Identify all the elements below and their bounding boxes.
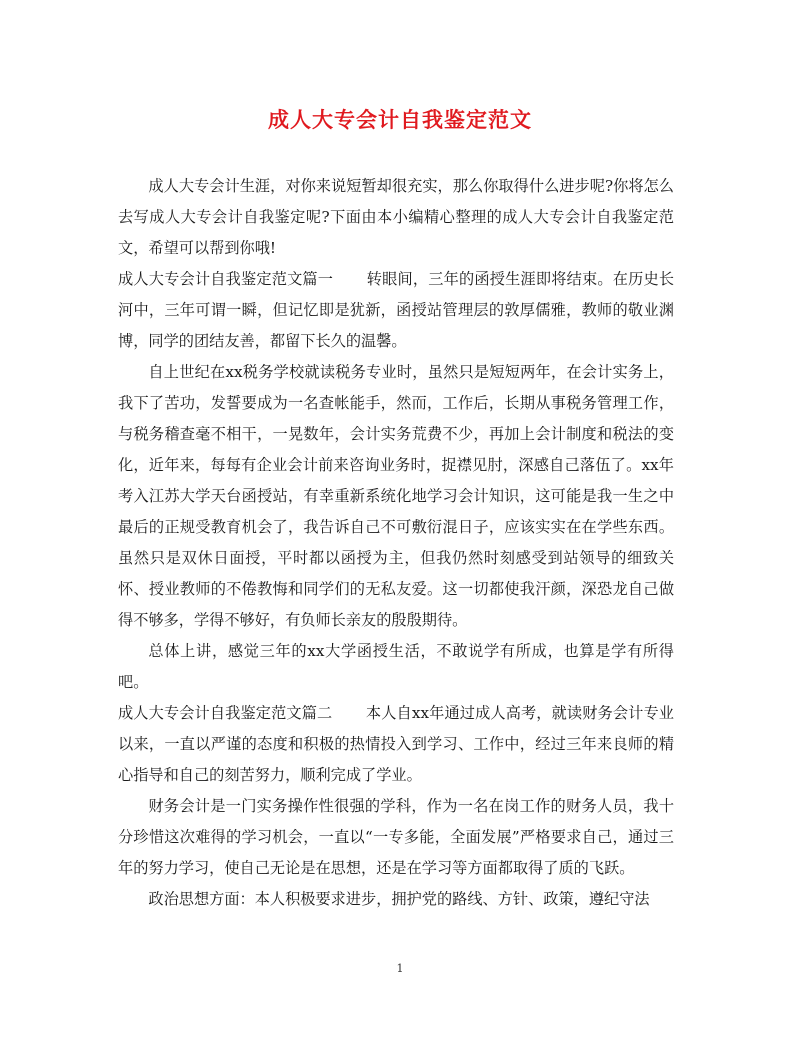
body-paragraph-summary: 总体上讲，感觉三年的xx大学函授生活，不敢说学有所成，也算是学有所得吧。 — [118, 642, 674, 691]
section-one-paragraph — [118, 264, 674, 357]
section-two-heading: 成人大专会计自我鉴定范文篇二 — [118, 704, 333, 722]
section-one-heading: 成人大专会计自我鉴定范文篇一 — [118, 270, 334, 288]
body-paragraph-accounting: 财务会计是一门实务操作性很强的学科，作为一名在岗工作的财务人员，我十分珍惜这次难得的学习机会，一直以“一专多能，全面发展”严格要求自己，通过三年的努力学习，使自己无论是在思想，还是在学习等方面都取得了质的飞跃。 — [118, 797, 674, 877]
page-title: 成人大专会计自我鉴定范文 — [268, 107, 532, 132]
section-two-paragraph — [118, 698, 674, 791]
body-paragraph-study-history: 自上世纪在xx税务学校就读税务专业时，虽然只是短短两年，在会计实务上，我下了苦功，发誓要成为一名查帐能手，然而，工作后，长期从事税务管理工作，与税务稽查毫不相干，一晃数年，会计实务荒费不少，再加上会计制度和税法的变化，近年来，每每有企业会计前来咨询业务时，捉襟见肘，深感自己落伍了。xx年考入江苏大学天台函授站，有幸重新系统化地学习会计知识，这可能是我一生之中最后的正规受教育机会了，我告诉自己不可敷衍混日子，应该实实在在学些东西。虽然只是双休日面授，平时都以函授为主，但我仍然时刻感受到站领导的细致关怀、授业教师的不倦教悔和同学们的无私友爱。这一切都使我汗颜，深恐龙自己做得不够多，学得不够好，有负师长亲友的殷殷期待。 — [118, 363, 674, 629]
document-body — [118, 171, 674, 915]
body-paragraph-political: 政治思想方面：本人积极要求进步，拥护党的路线、方针、政策，遵纪守法 — [148, 890, 650, 908]
section-two-text: 本人自xx年通过成人高考，就读财务会计专业以来，一直以严谨的态度和积极的热情投入到学习、工作中，经过三年来良师的精心指导和自己的刻苦努力，顺利完成了学业。 — [118, 704, 674, 784]
page-number: 1 — [396, 962, 404, 975]
intro-paragraph: 成人大专会计生涯，对你来说短暂却很充实，那么你取得什么进步呢?你将怎么去写成人大专会计自我鉴定呢?下面由本小编精心整理的成人大专会计自我鉴定范文，希望可以帮到你哦! — [118, 177, 674, 257]
section-one-text: 转眼间，三年的函授生涯即将结束。在历史长河中，三年可谓一瞬，但记忆即是犹新，函授站管理层的敦厚儒雅，教师的敬业渊博，同学的团结友善，都留下长久的温馨。 — [118, 270, 675, 350]
